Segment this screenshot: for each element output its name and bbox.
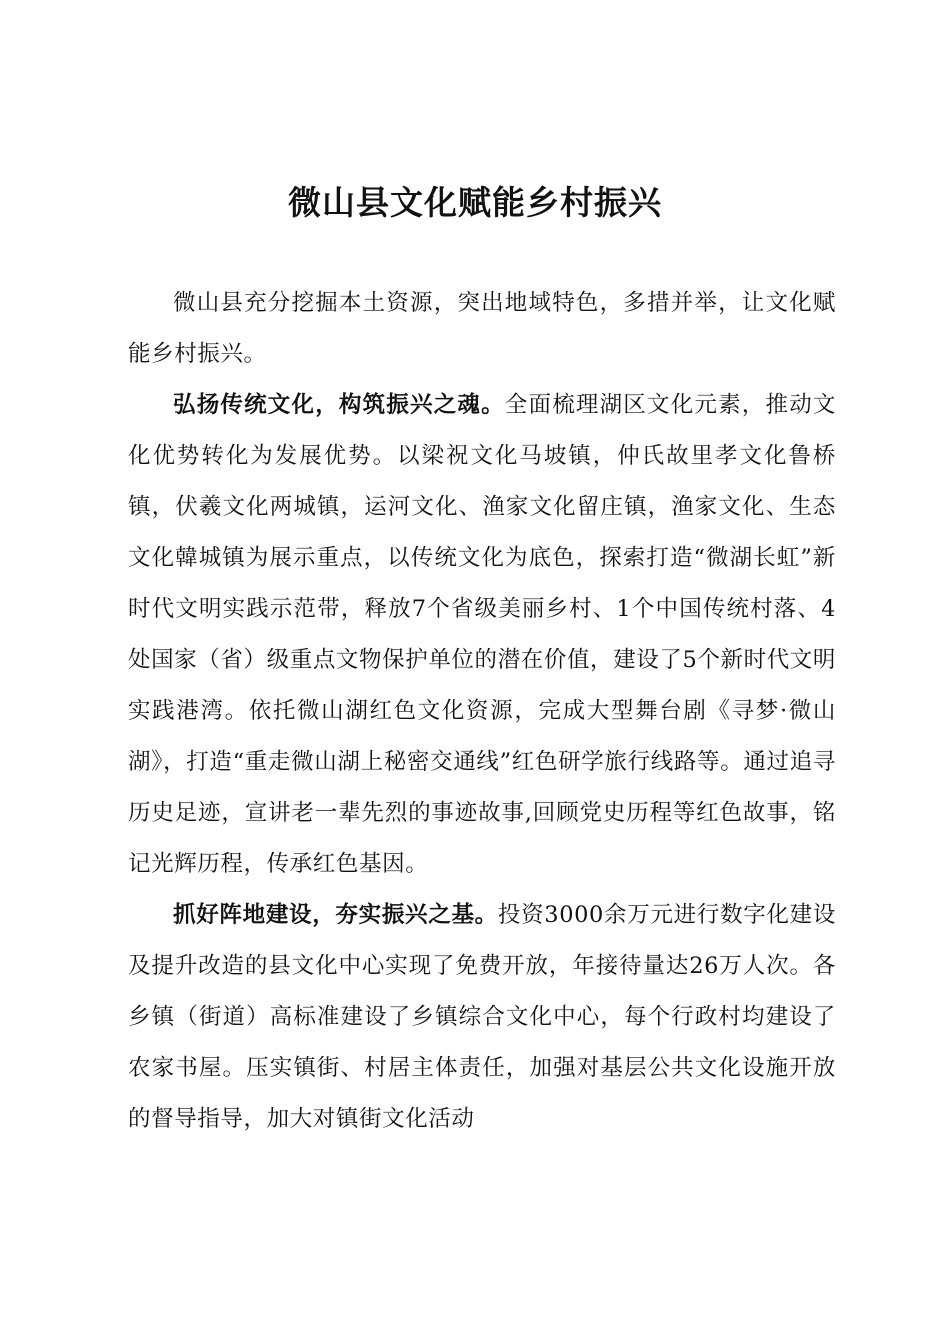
paragraph-text: 微山县充分挖掘本土资源，突出地域特色，多措并举，让文化赋能乡村振兴。 [128,290,836,367]
paragraph-lead-heading: 弘扬传统文化，构筑振兴之魂。 [173,392,505,418]
document-body [128,278,836,1145]
paragraph-text: 投资3000余万元进行数字化建设及提升改造的县文化中心实现了免费开放，年接待量达26万人次。各乡镇（街道）高标准建设了乡镇综合文化中心，每个行政村均建设了农家书屋。压实镇街、村居主体责任，加强对基层公共文化设施开放的督导指导，加大对镇街文化活动 [128,902,836,1132]
document-title: 微山县文化赋能乡村振兴 [288,183,662,222]
paragraph-traditional-culture [128,380,836,890]
paragraph-intro [128,278,836,380]
paragraph-lead-heading: 抓好阵地建设，夯实振兴之基。 [173,902,498,928]
paragraph-facility-construction [128,890,836,1145]
paragraph-text: 全面梳理湖区文化元素，推动文化优势转化为发展优势。以梁祝文化马坡镇，仲氏故里孝文化鲁桥镇，伏羲文化两城镇，运河文化、渔家文化留庄镇，渔家文化、生态文化韓城镇为展示重点，以传统文化为底色，探索打造“微湖长虹”新时代文明实践示范带，释放7个省级美丽乡村、1个中国传统村落、4处国家（省）级重点文物保护单位的潜在价值，建设了5个新时代文明实践港湾。依托微山湖红色文化资源，完成大型舞台剧《寻梦·微山湖》，打造“重走微山湖上秘密交通线”红色研学旅行线路等。通过追寻历史足迹，宣讲老一辈先烈的事迹故事,回顾党史历程等红色故事，铭记光辉历程，传承红色基因。 [128,392,836,877]
